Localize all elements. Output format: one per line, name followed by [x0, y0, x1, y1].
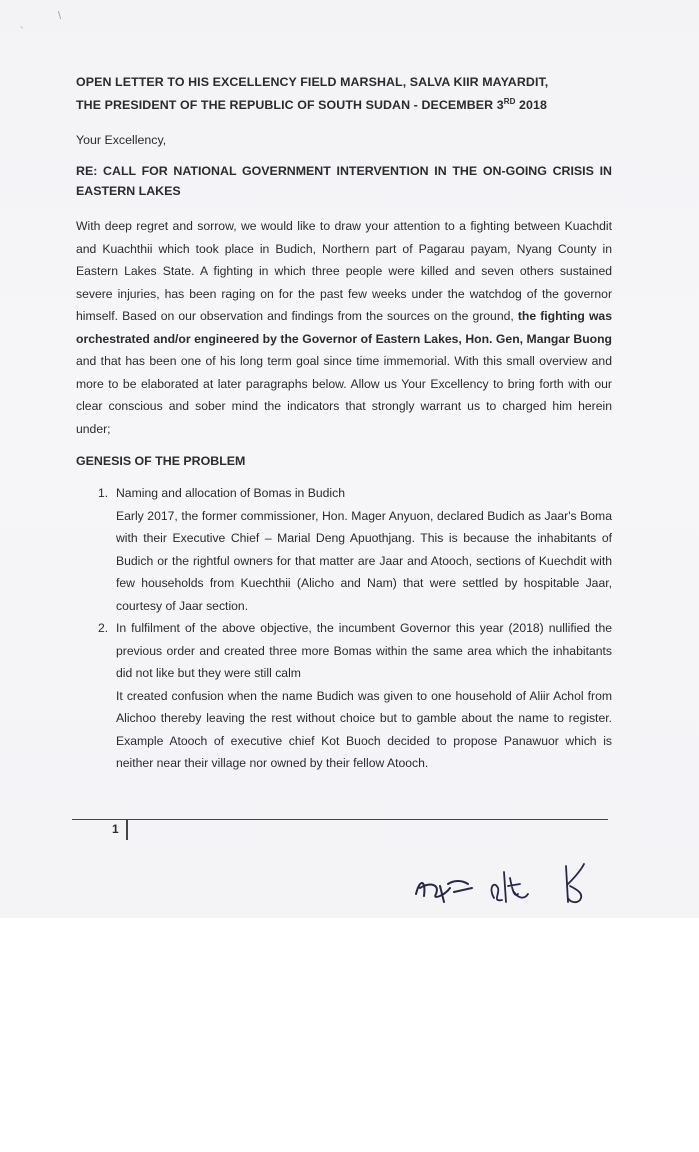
scan-speck: ` — [20, 26, 24, 38]
list-number: 2. — [98, 621, 109, 636]
list-item-text: Early 2017, the former commissioner, Hon. Mager Anyuon, declared Budich as Jaar's Boma with their Executive Chief – Marial Deng Apuothjang. This is because the inhabitants of Budich or the rightful owners for that matter are Jaar and Atooch, sections of Kuechdit with few households from Kuechthii (Alicho and Nam) that were settled by hospitable Jaar, courtesy of Jaar section. — [116, 508, 612, 613]
title-line-2: THE PRESIDENT OF THE REPUBLIC OF SOUTH SUDAN - DECEMBER 3 — [76, 98, 504, 113]
signature-3 — [556, 858, 592, 908]
list-item — [98, 617, 612, 775]
list-item — [98, 482, 612, 617]
list-item-text: It created confusion when the name Budich was given to one household of Aliir Achol from Alichoo thereby leaving the rest without choice but to gamble about the name to register. Example Atooch of executive chief Kot Buoch decided to propose Panawuor which is neither near their village nor owned by their fellow Atooch. — [116, 688, 612, 771]
section-heading: GENESIS OF THE PROBLEM — [76, 454, 246, 469]
salutation: Your Excellency, — [76, 133, 167, 148]
subject-line: RE: CALL FOR NATIONAL GOVERNMENT INTERVENTION IN THE ON-GOING CRISIS IN EASTERN LAKES — [76, 164, 612, 199]
title-year: 2018 — [515, 98, 547, 113]
problem-list — [98, 482, 612, 775]
signature-2 — [484, 858, 534, 914]
intro-paragraph — [76, 215, 612, 440]
intro-text-1: With deep regret and sorrow, we would like to draw your attention to a fighting between Kuachdit and Kuachthii which took place in Budich, Northern part of Pagarau payam, Nyang County in Eastern Lakes State. A fighting in which three people were killed and seven others sustained severe injuries, has been raging on for the past few weeks under the watchdog of the governor himself. Based on our observation and findings from the sources on the ground, — [76, 219, 612, 324]
date-ordinal: RD — [503, 97, 516, 106]
scan-speck: \ — [58, 10, 62, 22]
list-number: 1. — [98, 486, 109, 501]
page-number: 1 — [112, 822, 119, 836]
intro-text-2: and that has been one of his long term goal since time immemorial. With this small overview and more to be elaborated at later paragraphs below. Allow us Your Excellency to bring forth with our clear conscious and sober mind the indicators that strongly warrant us to charged him herein under; — [76, 354, 612, 436]
list-item-heading: Naming and allocation of Bomas in Budich — [116, 486, 345, 501]
page-number-bar — [126, 820, 128, 840]
letter-title — [76, 72, 612, 115]
letter-body — [76, 72, 612, 775]
signature-1 — [410, 858, 480, 908]
list-item-heading: In fulfilment of the above objective, the incumbent Governor this year (2018) nullified the previous order and created three more Bomas within the same area which the inhabitants did not like but they were still calm — [116, 621, 612, 681]
intro-bold-text: the fighting was orchestrated and/or engineered by the Governor of Eastern Lakes, Hon. Gen, Mangar Buong — [76, 309, 612, 346]
footer-rule — [72, 819, 608, 820]
title-line-1: OPEN LETTER TO HIS EXCELLENCY FIELD MARSHAL, SALVA KIIR MAYARDIT, — [76, 75, 549, 89]
